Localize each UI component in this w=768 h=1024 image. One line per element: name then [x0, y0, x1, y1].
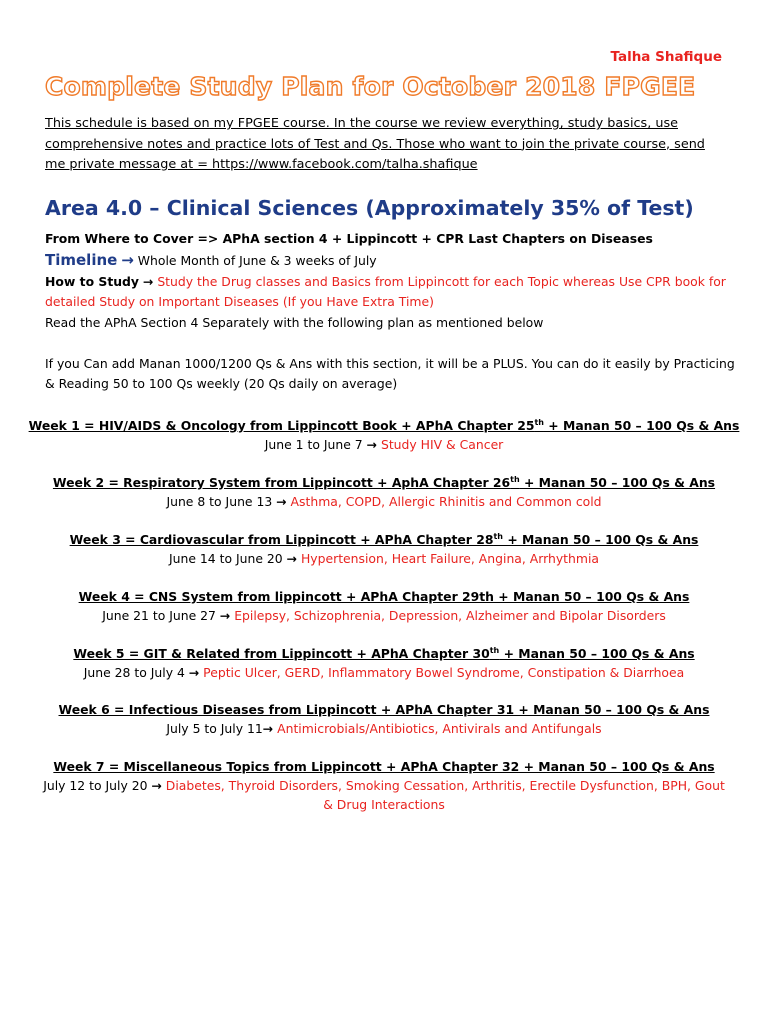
week-heading: Week 3 = Cardiovascular from Lippincott + APhA Chapter 28th + Manan 50 – 100 Qs & Ans — [69, 531, 699, 547]
how-to-study-line — [45, 272, 735, 292]
area-heading: Area 4.0 – Clinical Sciences (Approximately 35% of Test) — [45, 196, 694, 220]
week-dates: June 28 to July 4 — [83, 665, 185, 680]
week-topics-cont: & Drug Interactions — [323, 797, 445, 812]
week-block — [0, 587, 768, 625]
week-topics: Diabetes, Thyroid Disorders, Smoking Cessation, Arthritis, Erectile Dysfunction, BPH, Gout — [165, 778, 725, 793]
document-title: Complete Study Plan for October 2018 FPGEE — [45, 72, 696, 101]
week-dates-line — [0, 435, 768, 454]
arrow-icon: → — [366, 437, 377, 452]
how-to-study-label: How to Study — [45, 274, 140, 289]
week-dates-line — [0, 606, 768, 625]
how-to-study-text-cont: detailed Study on Important Diseases (If you Have Extra Time) — [45, 294, 434, 309]
week-heading: Week 7 = Miscellaneous Topics from Lippincott + APhA Chapter 32 + Manan 50 – 100 Qs & Ans — [53, 759, 715, 774]
week-dates-line — [0, 492, 768, 511]
timeline-line — [45, 250, 735, 271]
arrow-icon: → — [188, 665, 200, 680]
week-dates: July 5 to July 11 — [166, 721, 263, 736]
week-dates-line — [0, 663, 768, 682]
week-heading: Week 5 = GIT & Related from Lippincott + APhA Chapter 30th + Manan 50 – 100 Qs & Ans — [73, 645, 695, 661]
read-line: Read the APhA Section 4 Separately with the following plan as mentioned below — [45, 315, 544, 330]
cover-line: From Where to Cover => APhA section 4 + Lippincott + CPR Last Chapters on Diseases — [45, 231, 653, 246]
week-topics: Hypertension, Heart Failure, Angina, Arrhythmia — [300, 551, 600, 566]
week-block — [0, 757, 768, 814]
arrow-icon: → — [286, 551, 298, 566]
week-topics: Asthma, COPD, Allergic Rhinitis and Common cold — [290, 494, 602, 509]
timeline-text: Whole Month of June & 3 weeks of July — [137, 253, 377, 268]
arrow-icon: → — [262, 721, 274, 736]
arrow-icon: → — [276, 494, 287, 509]
week-dates: June 14 to June 20 — [168, 551, 283, 566]
manan-line-2: & Reading 50 to 100 Qs weekly (20 Qs daily on average) — [45, 376, 398, 391]
week-topics: Epilepsy, Schizophrenia, Depression, Alzheimer and Bipolar Disorders — [234, 608, 666, 623]
week-dates: June 21 to June 27 — [102, 608, 216, 623]
how-to-study-text: Study the Drug classes and Basics from Lippincott for each Topic whereas Use CPR book for — [157, 274, 726, 289]
week-dates: June 1 to June 7 — [264, 437, 363, 452]
week-block — [0, 473, 768, 511]
week-heading: Week 6 = Infectious Diseases from Lippincott + APhA Chapter 31 + Manan 50 – 100 Qs & Ans — [58, 702, 710, 717]
week-topics: Antimicrobials/Antibiotics, Antivirals and Antifungals — [277, 721, 602, 736]
week-block — [0, 416, 768, 454]
week-heading: Week 4 = CNS System from lippincott + APhA Chapter 29th + Manan 50 – 100 Qs & Ans — [78, 589, 690, 604]
week-dates: July 12 to July 20 — [43, 778, 148, 793]
arrow-icon: → — [142, 274, 154, 289]
week-dates: June 8 to June 13 — [166, 494, 273, 509]
week-dates-line — [0, 549, 768, 568]
week-dates-line — [0, 719, 768, 738]
timeline-label: Timeline — [45, 251, 118, 269]
manan-line-1: If you Can add Manan 1000/1200 Qs & Ans with this section, it will be a PLUS. You can do it easily by Practicing — [45, 356, 735, 371]
week-dates-line — [0, 776, 768, 795]
week-topics: Study HIV & Cancer — [380, 437, 504, 452]
intro-paragraph: This schedule is based on my FPGEE course. In the course we review everything, study basics, use comprehensive notes and practice lots of Test and Qs. Those who want to join the private course, send me private message at = https://www.facebook.com/talha.shafique — [45, 116, 705, 172]
arrow-icon: → — [121, 251, 134, 269]
week-topics: Peptic Ulcer, GERD, Inflammatory Bowel Syndrome, Constipation & Diarrhoea — [203, 665, 685, 680]
author-name: Talha Shafique — [610, 49, 722, 65]
arrow-icon: → — [151, 778, 162, 793]
week-block — [0, 700, 768, 738]
week-block — [0, 530, 768, 568]
week-heading: Week 2 = Respiratory System from Lippincott + AphA Chapter 26th + Manan 50 – 100 Qs & Ans — [52, 474, 716, 490]
week-heading: Week 1 = HIV/AIDS & Oncology from Lippincott Book + APhA Chapter 25th + Manan 50 – 100 Qs & Ans — [28, 417, 740, 433]
arrow-icon: → — [219, 608, 231, 623]
week-block — [0, 644, 768, 682]
